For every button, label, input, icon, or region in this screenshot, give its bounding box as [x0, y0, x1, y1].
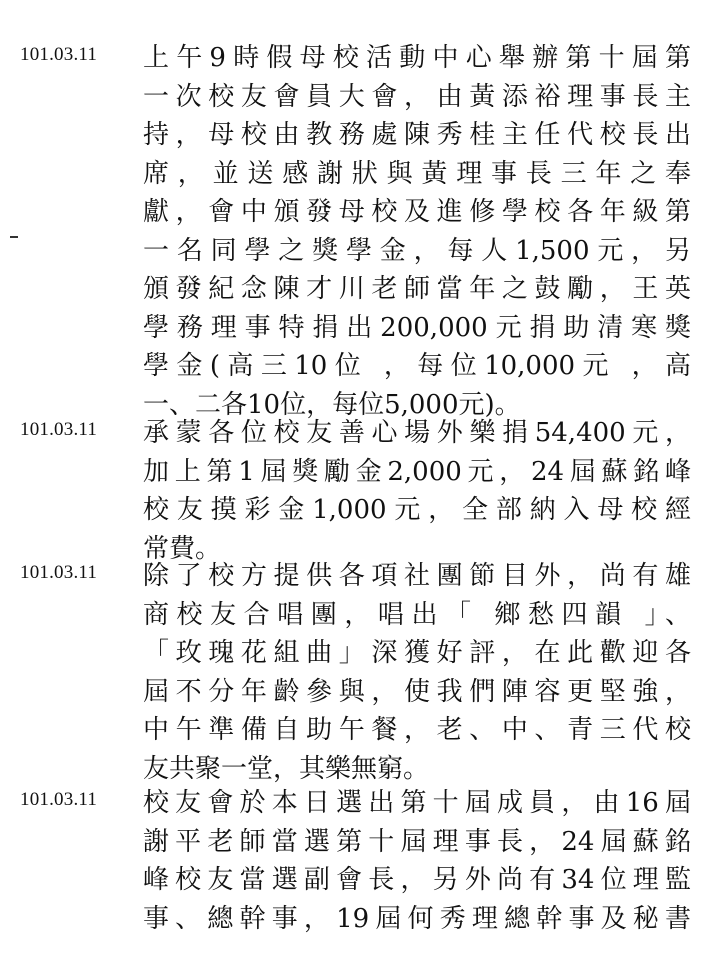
- entry-line: 除了校方提供各項社團節目外，尚有雄: [143, 561, 691, 591]
- entry-date: 101.03.11: [20, 419, 98, 440]
- entry-line: 上午9時假母校活動中心舉辦第十屆第: [143, 43, 691, 73]
- entry-line: 持，母校由教務處陳秀桂主任代校長出: [143, 120, 691, 150]
- entry-line: 友共聚一堂，其樂無窮。: [143, 753, 430, 784]
- entry-line: 謝平老師當選第十屆理事長，24屆蘇銘: [143, 826, 691, 857]
- entry-line: 席，並送感謝狀與黃理事長三年之奉: [143, 158, 691, 189]
- entry-line: 常費。: [143, 533, 222, 564]
- entry-line: 學務理事特捐出200,000元捐助清寒獎: [143, 312, 691, 343]
- entry-line: 校友摸彩金1,000元，全部納入母校經: [143, 495, 691, 525]
- entry-line: 加上第1屆獎勵金2,000元，24屆蘇銘峰: [143, 456, 691, 487]
- entry-line: 事、總幹事，19屆何秀理總幹事及秘書: [143, 903, 691, 934]
- entry-line: 校友會於本日選出第十屆成員，由16屆: [143, 788, 691, 818]
- entry-line: 峰校友當選副會長，另外尚有34位理監: [143, 865, 691, 895]
- entry-line: 頒發紀念陳才川老師當年之鼓勵，王英: [143, 274, 691, 304]
- entry-date: 101.03.11: [20, 789, 98, 810]
- entry-line: 商校友合唱團，唱出「 鄉愁四韻 」、: [143, 599, 691, 630]
- entry-line: 一、二各10位，每位5,000元)。: [143, 389, 521, 420]
- entry-line: 獻，會中頒發母校及進修學校各年級第: [143, 197, 691, 227]
- entry-date: 101.03.11: [20, 562, 98, 583]
- entry-line: 屆不分年齡參與，使我們陣容更堅強，: [143, 676, 691, 707]
- entry-line: 學金(高三10位 ，每位10,000元 ，高: [143, 351, 691, 381]
- scan-mark: [10, 236, 18, 238]
- entry-line: 一名同學之獎學金，每人1,500元，另: [143, 235, 691, 266]
- entry-line: 一次校友會員大會，由黃添裕理事長主: [143, 81, 691, 112]
- entry-line: 中午準備自助午餐，老、中、青三代校: [143, 715, 691, 745]
- entry-line: 「玫瑰花組曲」深獲好評，在此歡迎各: [143, 638, 691, 668]
- entry-date: 101.03.11: [20, 44, 98, 65]
- entry-line: 承蒙各位校友善心場外樂捐54,400元，: [143, 418, 691, 448]
